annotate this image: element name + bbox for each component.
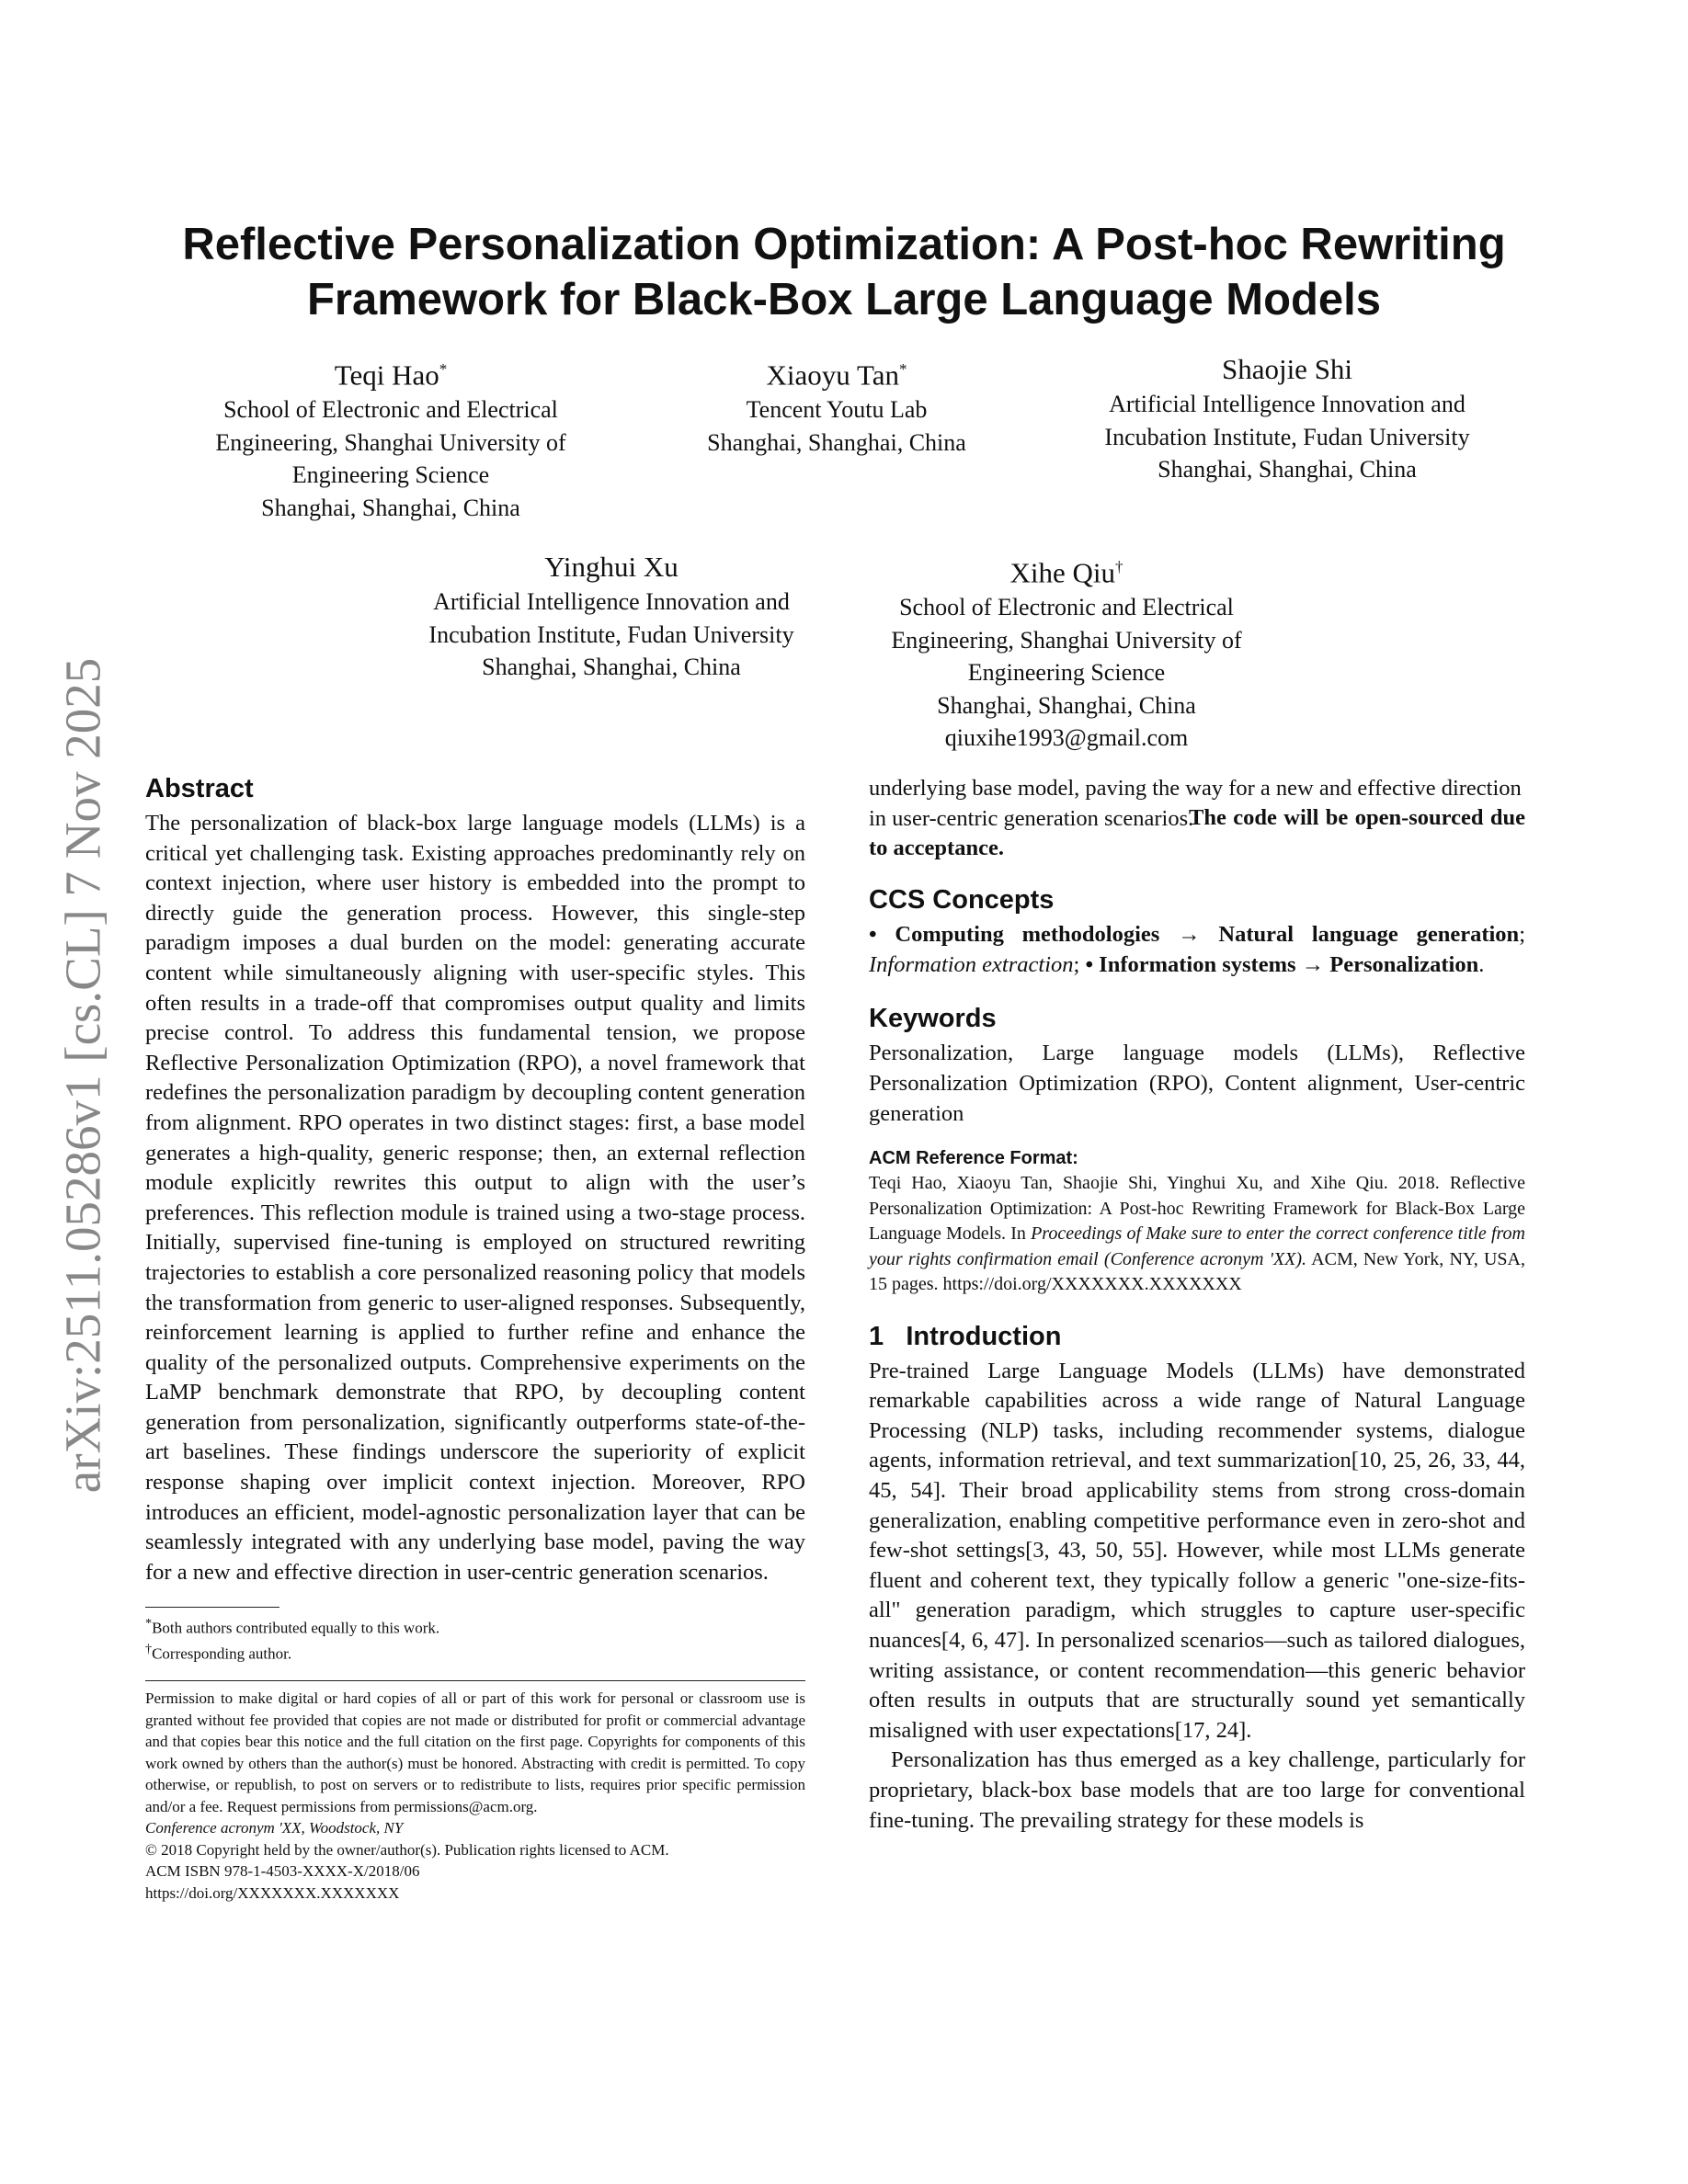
affiliation-line: Shanghai, Shanghai, China xyxy=(707,428,966,456)
footnote-rule xyxy=(145,1607,279,1608)
ccs-item: • Computing methodologies → Natural language generation xyxy=(869,922,1520,948)
conference-info: Conference acronym 'XX, Woodstock, NY xyxy=(145,1819,404,1837)
paper-title: Reflective Personalization Optimization: A Post-hoc Rewriting Framework for Black-Box Large Language Models xyxy=(182,220,1506,324)
author-block xyxy=(662,351,1011,459)
keywords-heading: Keywords xyxy=(869,1004,997,1034)
affiliation-line: Shanghai, Shanghai, China xyxy=(1158,456,1417,483)
author-name: Shaojie Shi xyxy=(1221,353,1353,385)
copyright: © 2018 Copyright held by the owner/author(s). Publication rights licensed to ACM. xyxy=(145,1840,669,1859)
author-name: Xihe Qiu xyxy=(1009,556,1115,589)
section-number: 1 xyxy=(869,1321,884,1351)
author-name: Teqi Hao xyxy=(334,358,439,392)
author-block xyxy=(1066,351,1508,486)
arxiv-stamp: arXiv:2511.05286v1 [cs.CL] 7 Nov 2025 xyxy=(54,657,111,1494)
permission-rule xyxy=(145,1680,805,1681)
left-column xyxy=(145,770,805,1728)
affiliation-line: Artificial Intelligence Innovation and xyxy=(1109,391,1466,417)
affiliation-line: Engineering, Shanghai University of xyxy=(891,626,1242,654)
affiliation-line: Incubation Institute, Fudan University xyxy=(428,620,794,648)
affiliation-line: Shanghai, Shanghai, China xyxy=(261,494,520,521)
acm-ref-heading: ACM Reference Format: xyxy=(869,1148,1078,1169)
author-email[interactable]: qiuxihe1993@gmail.com xyxy=(944,724,1189,752)
separator: ; xyxy=(1519,922,1525,948)
intro-heading xyxy=(869,1318,1525,1355)
abstract-heading: Abstract xyxy=(145,774,254,803)
abstract-continued: underlying base model, paving the way for a new and effective direction in user-centric generation scenarios. xyxy=(869,776,1522,831)
intro-paragraph: Pre-trained Large Language Models (LLMs) have demonstrated remarkable capabilities across a wide range of Natural Language Processing (NLP) tasks, including recommender systems, dialogue agents, information retrieval, and text summarization[10, 25, 26, 33, 44, 45, 54]. Their broad applicability stems from strong cross-domain generalization, enabling competitive performance even in zero-shot and few-shot settings[3, 43, 50, 55]. However, while most LLMs generate fluent and coherent text, they typically follow a generic "one-size-fits-all" generation paradigm, which struggles to capture user-specific nuances[4, 6, 47]. In personalized scenarios—such as tailored dialogues, writing assistance, or content recommendation—this generic behavior often results in outputs that are structurally sound yet semantically misaligned with user expectations[17, 24]. xyxy=(869,1358,1525,1743)
ccs-heading: CCS Concepts xyxy=(869,885,1055,916)
affiliation-line: School of Electronic and Electrical xyxy=(223,396,558,424)
affiliation-line: Engineering Science xyxy=(967,659,1166,687)
right-column xyxy=(869,774,1525,1836)
permission-block xyxy=(145,1688,805,1904)
permission-text: Permission to make digital or hard copies of all or part of this work for personal or classroom use is granted without fee provided that copies are not made or distributed for profit or commercial advantage and that copies bear this notice and the full citation on the first page. Copyrights for components of this work owned by others than the author(s) must be honored. Abstracting with credit is permitted. To copy otherwise, or republish, to post on servers or to redistribute to lists, requires prior specific permission and/or a fee. Request permissions from permissions@acm.org. xyxy=(145,1689,805,1815)
footnote-mark: † xyxy=(145,1642,153,1657)
ref-text: ACM, New York, NY, USA, 15 pages. https://doi.org/XXXXXXX.XXXXXXX xyxy=(869,1248,1525,1295)
affiliation-line: Shanghai, Shanghai, China xyxy=(937,691,1196,719)
abstract-text: The personalization of black-box large language models (LLMs) is a critical yet challenging task. Existing approaches predominantly rely on context injection, where user history is embedded into the prompt to directly guide the generation process. However, this single-step paradigm imposes a dual burden on the model: generating accurate content while simultaneously aligning with user-specific styles. This often results in a trade-off that compromises output quality and limits precise control. To address this fundamental tension, we propose Reflective Personalization Optimization (RPO), a novel framework that redefines the personalization paradigm by decoupling content generation from alignment. RPO operates in two distinct stages: first, a base model generates a high-quality, generic response; then, an external reflection module explicitly rewrites this output to align with the user’s preferences. This reflection module is trained using a two-stage process. Initially, supervised fine-tuning is employed on structured rewriting trajectories to establish a core personalized reasoning policy that models the transformation from generic to user-aligned responses. Subsequently, reinforcement learning is applied to further refine and enhance the quality of the personalized outputs. Comprehensive experiments on the LaMP benchmark demonstrate that RPO, by decoupling content generation from personalization, significantly outperforms state-of-the-art baselines. These findings underscore the superiority of explicit response shaping over implicit context injection. Moreover, RPO introduces an efficient, model-agnostic personalization layer that can be seamlessly integrated with any underlying base model, paving the way for a new and effective direction in user-centric generation scenarios. xyxy=(145,811,805,1585)
author-block xyxy=(175,351,607,524)
author-mark: * xyxy=(898,360,907,378)
author-block xyxy=(391,549,832,684)
footnote-corresponding: Corresponding author. xyxy=(152,1644,292,1663)
ccs-item: • Information systems → Personalization xyxy=(1085,951,1479,977)
code-release-note: The code will be open-sourced due to acceptance. xyxy=(869,805,1525,860)
affiliation-line: Engineering Science xyxy=(291,461,490,489)
separator: ; xyxy=(1073,951,1086,977)
doi-link[interactable]: https://doi.org/XXXXXXX.XXXXXXX xyxy=(145,1883,400,1902)
isbn: ACM ISBN 978-1-4503-XXXX-X/2018/06 xyxy=(145,1862,420,1880)
footnotes xyxy=(145,1613,805,1665)
affiliation-line: Engineering, Shanghai University of xyxy=(215,428,566,456)
footnote-equal: Both authors contributed equally to this work. xyxy=(152,1619,440,1637)
affiliation-line: Tencent Youtu Lab xyxy=(746,396,928,424)
ccs-concepts xyxy=(869,920,1525,980)
author-name: Xiaoyu Tan xyxy=(766,358,899,392)
ref-venue: Proceedings of Make sure to enter the correct conference title from your rights confirmation email (Conference acronym 'XX). xyxy=(869,1223,1526,1269)
author-mark: * xyxy=(439,360,448,378)
affiliation-line: Shanghai, Shanghai, China xyxy=(482,654,741,680)
affiliation-line: Incubation Institute, Fudan University xyxy=(1104,423,1470,450)
keywords-text: Personalization, Large language models (LLMs), Reflective Personalization Optimization (RPO), Content alignment, User-centric generation xyxy=(869,1041,1525,1126)
intro-paragraph: Personalization has thus emerged as a key challenge, particularly for proprietary, black-box base models that are too large for conventional fine-tuning. The prevailing strategy for these models is xyxy=(869,1747,1525,1833)
acm-reference xyxy=(869,1171,1525,1298)
author-name: Yinghui Xu xyxy=(544,551,679,583)
ccs-item: Information extraction xyxy=(869,951,1074,977)
author-mark: † xyxy=(1115,558,1123,575)
affiliation-line: School of Electronic and Electrical xyxy=(899,594,1234,621)
author-block xyxy=(846,549,1287,755)
footnote-mark: * xyxy=(145,1616,153,1631)
separator: . xyxy=(1478,951,1485,977)
section-title: Introduction xyxy=(906,1321,1062,1351)
ref-text: Teqi Hao, Xiaoyu Tan, Shaojie Shi, Yinghui Xu, and Xihe Qiu. 2018. Reflective Personalization Optimization: A Post-hoc Rewriting Framework for Black-Box Large Language Models. In xyxy=(869,1173,1525,1245)
affiliation-line: Artificial Intelligence Innovation and xyxy=(433,588,790,615)
